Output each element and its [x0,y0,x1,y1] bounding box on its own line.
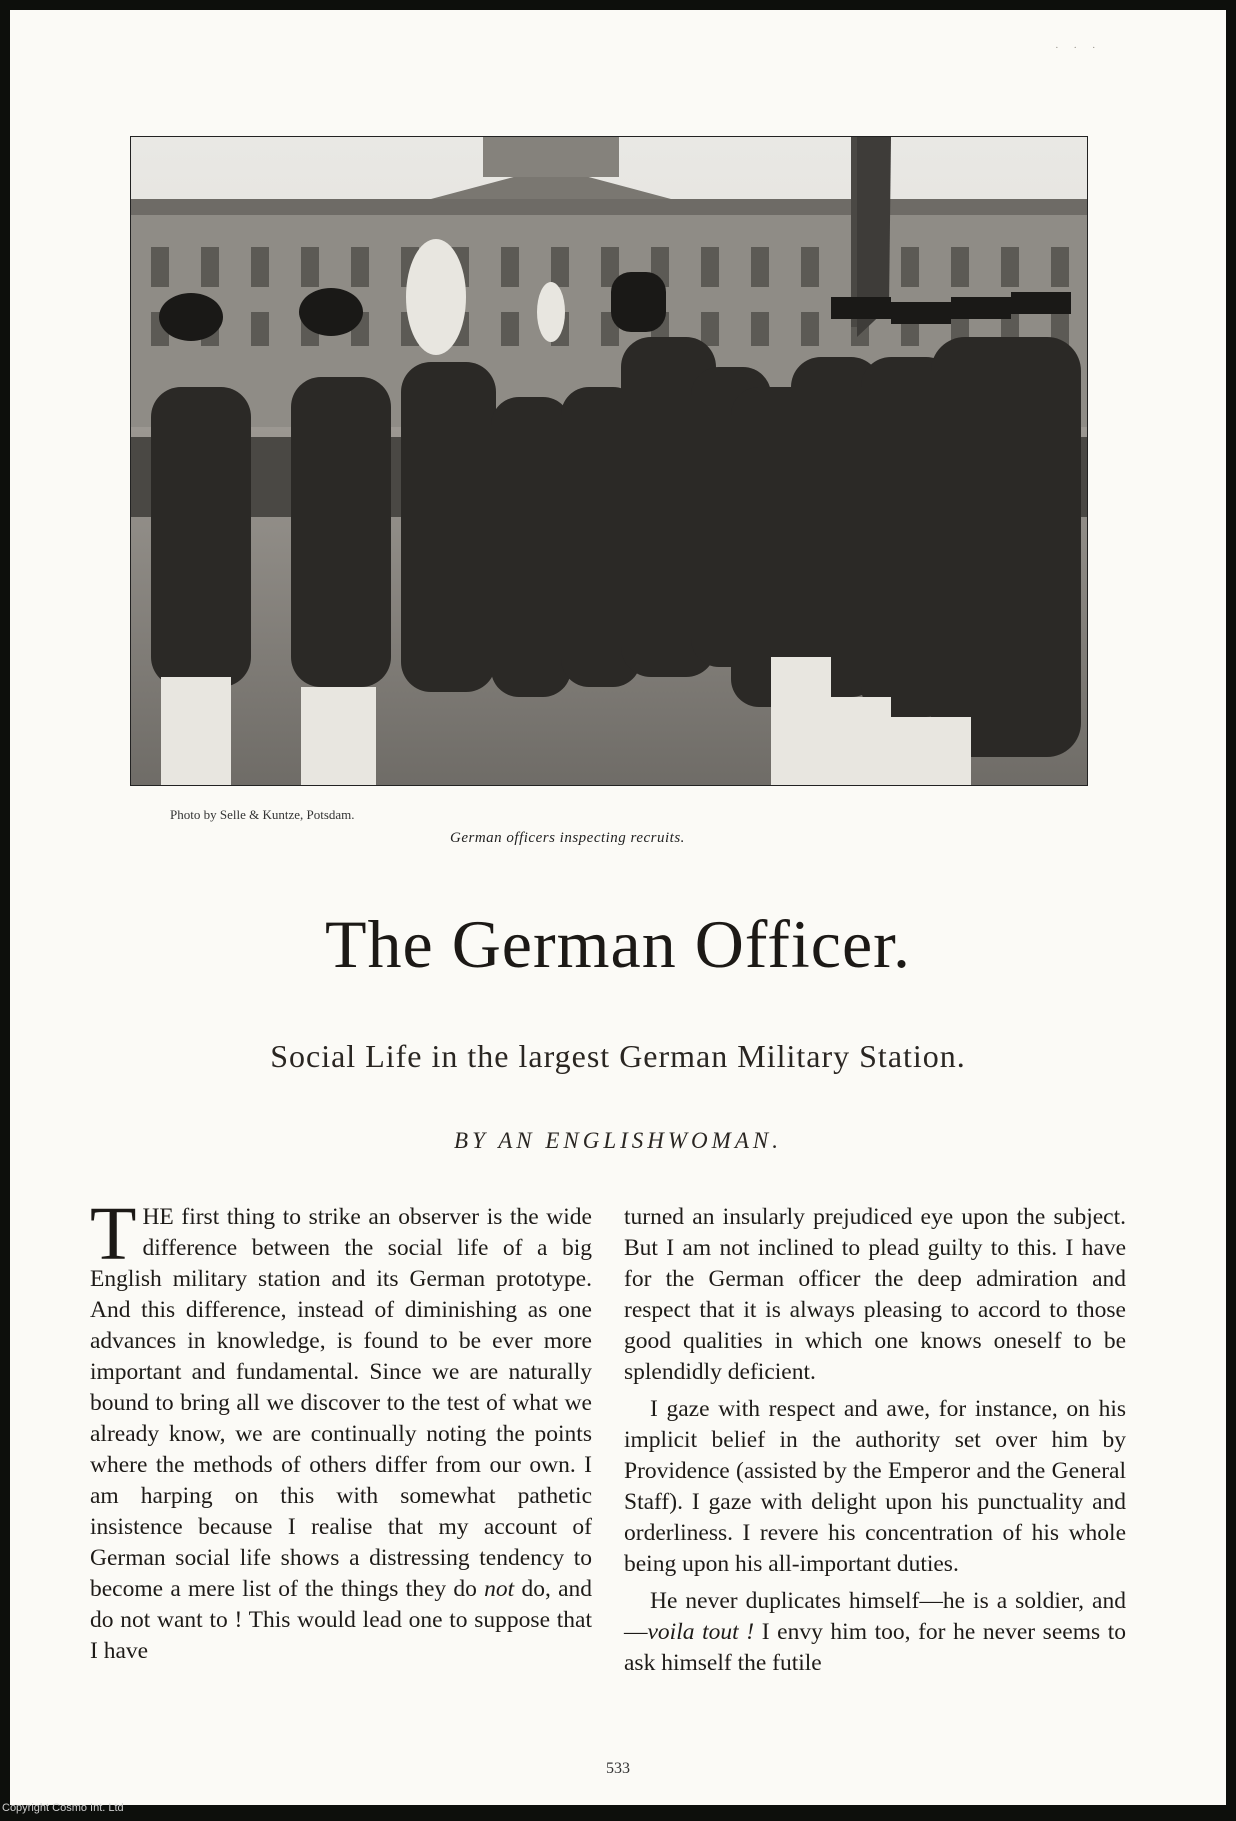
magazine-page [10,10,1226,1805]
copyright-notice: Copyright Cosmo Int. Ltd [2,1802,124,1814]
paragraph-text: I envy him too, for he never seems to ask himself the futile [624,1619,1126,1676]
paragraph [90,1192,592,1667]
paragraph-text: HE first thing to strike an observer is the wide difference between the social life of a big English military station and its German prototype. And this difference, instead of diminishing as one advances in knowledge, is found to be ever more important and fundamental. Since we are naturally bound to bring all we discover to the test of what we already know, we are continually noting the points where the methods of others differ from our own. I am harping on this with somewhat pathetic insistence because I realise that my account of German social life shows a distressing tendency to become a mere list of the things they do [90,1204,592,1602]
corner-marks: · · · [1055,42,1102,54]
paragraph-text: do, and do not want to ! This would lead one to suppose that I have [90,1576,592,1664]
photograph-officers-inspecting-recruits [130,136,1088,786]
article-byline: BY AN ENGLISHWOMAN. [454,1128,782,1153]
article-title: The German Officer. [324,906,912,982]
photo-illustration [131,137,1087,785]
drop-cap: T [90,1192,137,1276]
photo-credit: Photo by Selle & Kuntze, Potsdam. [170,807,355,822]
text-column-right [624,1202,1126,1679]
emphasis-text: voila tout ! [647,1619,755,1645]
page-number: 533 [606,1760,630,1777]
paragraph [624,1586,1126,1679]
paragraph: I gaze with respect and awe, for instance, on his implicit belief in the authority set over him by Providence (assisted by the Emperor and the General Staff). I gaze with delight upon his punctuality and orderliness. I revere his concentration of his whole being upon his all-important duties. [624,1396,1126,1577]
text-column-left [90,1192,592,1667]
photo-caption: German officers inspecting recruits. [450,830,685,846]
article-subtitle: Social Life in the largest German Military Station. [270,1038,966,1074]
paragraph-text: He never duplicates himself—he is a soldier, and— [624,1588,1126,1645]
paragraph: turned an insularly prejudiced eye upon the subject. But I am not inclined to plead guilty to this. I have for the German officer the deep admiration and respect that it is always pleasing to accord to those good qualities in which one knows oneself to be splendidly deficient. [624,1204,1126,1385]
emphasis-text: not [484,1576,515,1602]
